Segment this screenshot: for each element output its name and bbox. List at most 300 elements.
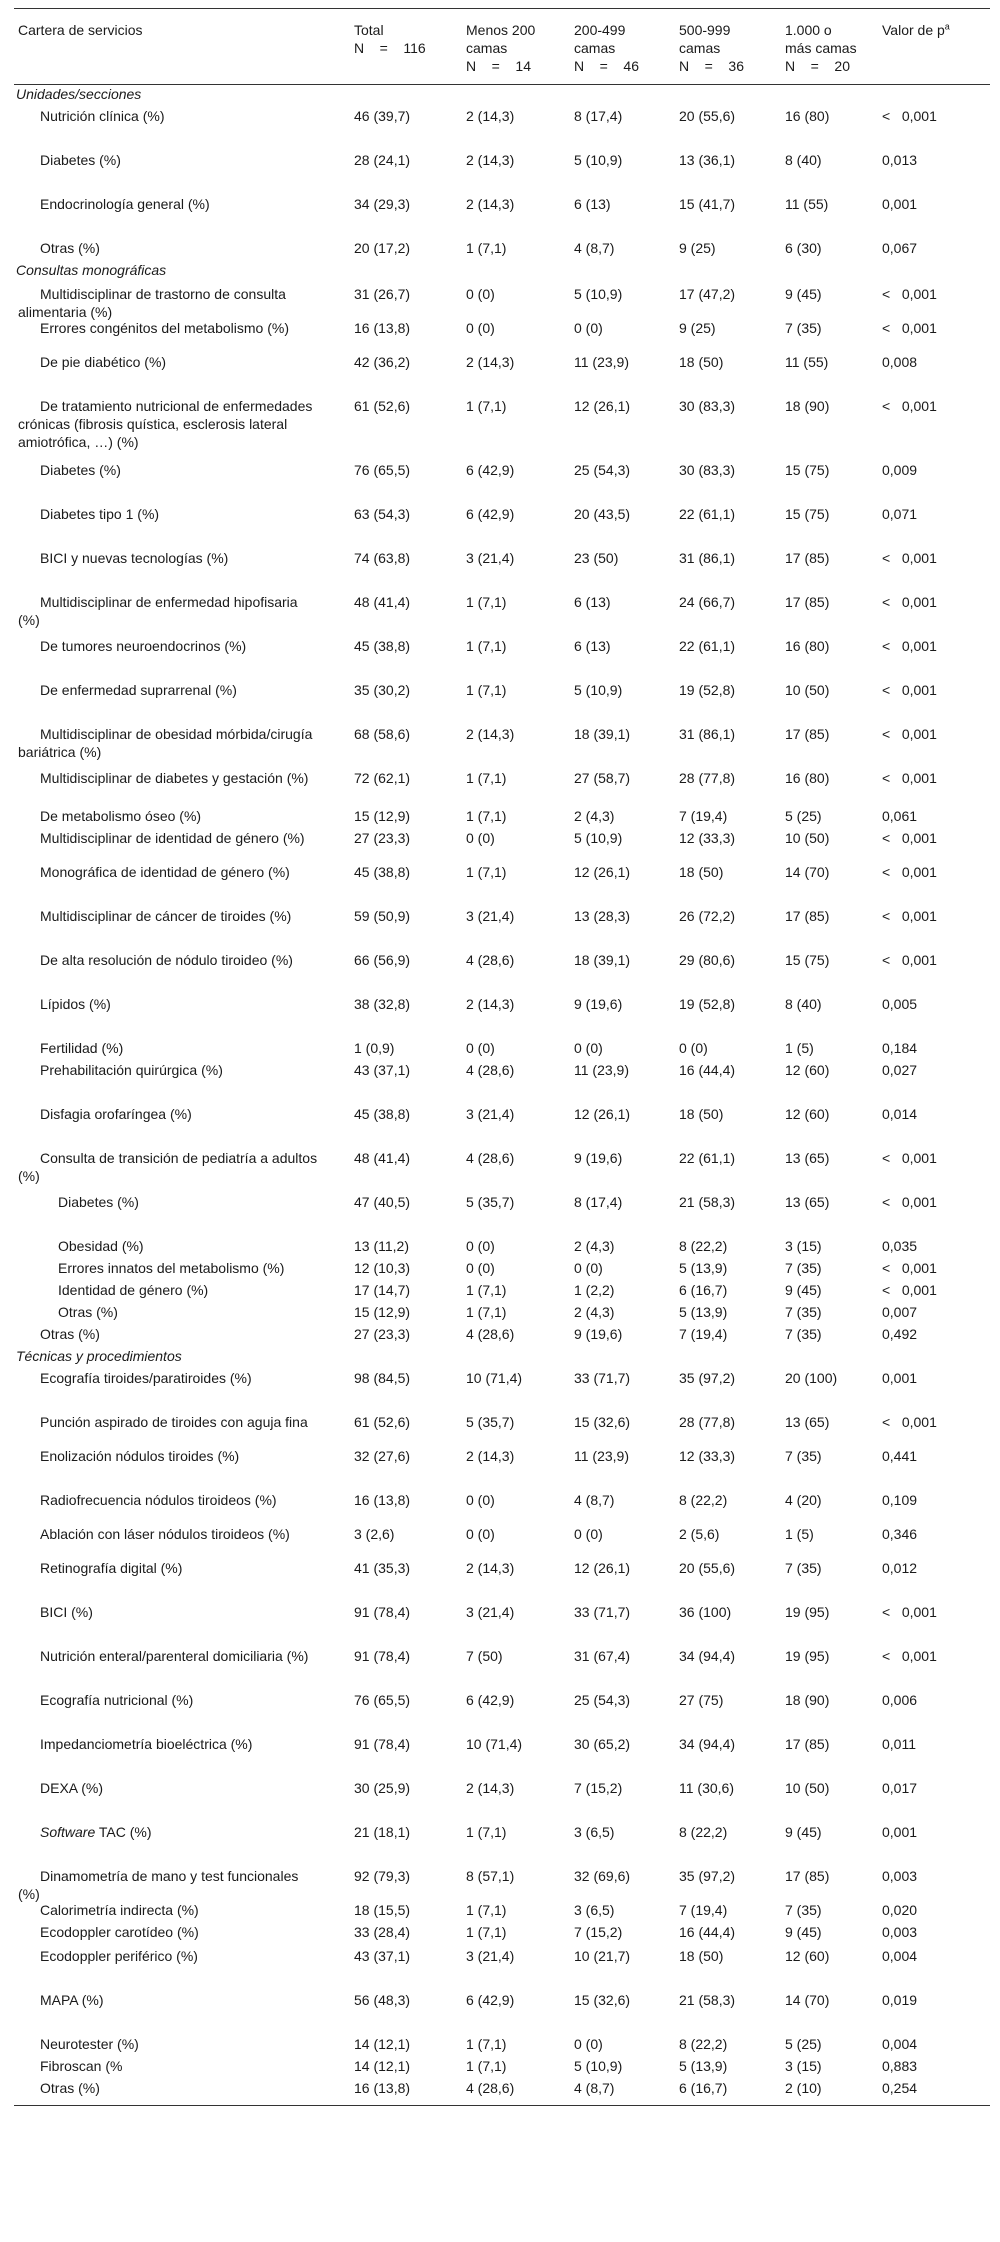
- p-value-cell: 0,492: [882, 1326, 918, 1342]
- 500-999-cell: 12 (33,3): [679, 1448, 736, 1464]
- 1000plus-cell: 9 (45): [785, 1924, 822, 1940]
- total-cell: 43 (37,1): [354, 1062, 411, 1078]
- 500-999-cell: 19 (52,8): [679, 996, 736, 1012]
- p-value-cell: 0,001: [882, 1370, 918, 1386]
- service-label: [18, 1823, 318, 1841]
- lt200-cell: 0 (0): [466, 1238, 495, 1254]
- service-label: De pie diabético (%): [40, 354, 167, 370]
- 200-499-cell: 5 (10,9): [574, 286, 623, 302]
- table-row: [14, 907, 990, 951]
- 1000plus-cell: 12 (60): [785, 1948, 830, 1964]
- 500-999-cell: 7 (19,4): [679, 808, 728, 824]
- service-label: Ecodoppler carotídeo (%): [40, 1924, 199, 1940]
- 200-499-cell: 23 (50): [574, 550, 619, 566]
- lt200-cell: 2 (14,3): [466, 726, 515, 742]
- 1000plus-cell: 13 (65): [785, 1194, 830, 1210]
- 500-999-cell: 9 (25): [679, 240, 716, 256]
- table-row: [14, 1491, 990, 1525]
- total-cell: 76 (65,5): [354, 462, 411, 478]
- service-label: Diabetes (%): [40, 152, 121, 168]
- 1000plus-cell: 14 (70): [785, 864, 830, 880]
- 200-499-cell: 4 (8,7): [574, 240, 615, 256]
- p-value-cell: < 0,001: [882, 550, 937, 566]
- services-table: [14, 8, 990, 2106]
- service-label: Diabetes (%): [40, 462, 121, 478]
- 1000plus-cell: 16 (80): [785, 770, 830, 786]
- total-cell: 56 (48,3): [354, 1992, 411, 2008]
- table-row: [14, 505, 990, 549]
- service-label: Consulta de transición de pediatría a adultos (%): [18, 1150, 318, 1184]
- 1000plus-cell: 15 (75): [785, 462, 830, 478]
- 500-999-cell: 17 (47,2): [679, 286, 736, 302]
- service-label: Fertilidad (%): [40, 1040, 124, 1056]
- 1000plus-cell: 7 (35): [785, 1304, 822, 1320]
- 200-499-cell: 12 (26,1): [574, 1106, 631, 1122]
- 1000plus-cell: 10 (50): [785, 1780, 830, 1796]
- 200-499-cell: 20 (43,5): [574, 506, 631, 522]
- 200-499-cell: 15 (32,6): [574, 1992, 631, 2008]
- 200-499-cell: 3 (6,5): [574, 1902, 615, 1918]
- 200-499-cell: 18 (39,1): [574, 952, 631, 968]
- lt200-cell: 2 (14,3): [466, 1780, 515, 1796]
- service-label: Multidisciplinar de trastorno de consulta alimentaria (%): [18, 286, 286, 320]
- p-value-cell: 0,020: [882, 1902, 918, 1918]
- 1000plus-cell: 7 (35): [785, 1902, 822, 1918]
- lt200-cell: 6 (42,9): [466, 1992, 515, 2008]
- lt200-cell: 1 (7,1): [466, 594, 507, 610]
- lt200-cell: 0 (0): [466, 1492, 495, 1508]
- 500-999-cell: 9 (25): [679, 320, 716, 336]
- total-cell: 91 (78,4): [354, 1736, 411, 1752]
- total-cell: 45 (38,8): [354, 864, 411, 880]
- 200-499-cell: 7 (15,2): [574, 1924, 623, 1940]
- p-value-cell: < 0,001: [882, 1604, 937, 1620]
- service-label: Multidisciplinar de diabetes y gestación (%): [40, 770, 309, 786]
- 500-999-cell: 2 (5,6): [679, 1526, 720, 1542]
- section-label: Técnicas y procedimientos: [16, 1348, 182, 1364]
- total-cell: 35 (30,2): [354, 682, 411, 698]
- lt200-cell: 2 (14,3): [466, 152, 515, 168]
- 1000plus-cell: 5 (25): [785, 808, 822, 824]
- table-row: [14, 1947, 990, 1991]
- lt200-cell: 1 (7,1): [466, 808, 507, 824]
- 500-999-cell: 7 (19,4): [679, 1326, 728, 1342]
- 200-499-cell: 10 (21,7): [574, 1948, 631, 1964]
- section-row: [14, 1347, 990, 1369]
- 500-999-cell: 5 (13,9): [679, 2058, 728, 2074]
- p-value-cell: < 0,001: [882, 1150, 937, 1166]
- total-cell: 14 (12,1): [354, 2036, 411, 2052]
- total-cell: 33 (28,4): [354, 1924, 411, 1940]
- table-row: [14, 319, 990, 353]
- service-label: Ecodoppler periférico (%): [40, 1948, 198, 1964]
- table-row: [14, 1303, 990, 1325]
- service-label: Impedanciometría bioeléctrica (%): [40, 1736, 253, 1752]
- 500-999-cell: 21 (58,3): [679, 1194, 736, 1210]
- 200-499-cell: 0 (0): [574, 320, 603, 336]
- lt200-cell: 0 (0): [466, 830, 495, 846]
- service-label: Radiofrecuencia nódulos tiroideos (%): [40, 1492, 277, 1508]
- 1000plus-cell: 11 (55): [785, 354, 829, 370]
- p-value-cell: 0,008: [882, 354, 918, 370]
- 200-499-cell: 7 (15,2): [574, 1780, 623, 1796]
- 200-499-cell: 8 (17,4): [574, 108, 623, 124]
- lt200-cell: 6 (42,9): [466, 1692, 515, 1708]
- 1000plus-cell: 16 (80): [785, 638, 830, 654]
- total-cell: 13 (11,2): [354, 1238, 409, 1254]
- table-row: [14, 1105, 990, 1149]
- lt200-cell: 2 (14,3): [466, 1560, 515, 1576]
- 1000plus-cell: 11 (55): [785, 196, 829, 212]
- service-label: Endocrinología general (%): [40, 196, 210, 212]
- 200-499-cell: 4 (8,7): [574, 2080, 615, 2096]
- 1000plus-cell: 9 (45): [785, 286, 822, 302]
- 1000plus-cell: 1 (5): [785, 1040, 814, 1056]
- header-pvalue-label: Valor de p: [882, 22, 945, 38]
- table-row: [14, 353, 990, 397]
- 500-999-cell: 35 (97,2): [679, 1370, 736, 1386]
- service-label: Ecografía tiroides/paratiroides (%): [40, 1370, 252, 1386]
- 1000plus-cell: 1 (5): [785, 1526, 814, 1542]
- table-row: [14, 397, 990, 461]
- table-row: [14, 829, 990, 863]
- lt200-cell: 3 (21,4): [466, 1948, 515, 1964]
- lt200-cell: 1 (7,1): [466, 1282, 507, 1298]
- p-value-cell: 0,061: [882, 808, 918, 824]
- service-label: Otras (%): [40, 1326, 100, 1342]
- 200-499-cell: 9 (19,6): [574, 1326, 623, 1342]
- 500-999-cell: 18 (50): [679, 1948, 724, 1964]
- 1000plus-cell: 3 (15): [785, 2058, 822, 2074]
- 200-499-cell: 12 (26,1): [574, 398, 631, 414]
- p-value-cell: 0,067: [882, 240, 918, 256]
- table-row: [14, 1149, 990, 1193]
- 1000plus-cell: 17 (85): [785, 1868, 830, 1884]
- 1000plus-cell: 17 (85): [785, 726, 830, 742]
- p-value-cell: 0,019: [882, 1992, 918, 2008]
- total-cell: 32 (27,6): [354, 1448, 411, 1464]
- 200-499-cell: 5 (10,9): [574, 682, 623, 698]
- p-value-cell: < 0,001: [882, 1414, 937, 1430]
- 500-999-cell: 8 (22,2): [679, 2036, 728, 2052]
- 1000plus-cell: 8 (40): [785, 152, 822, 168]
- 500-999-cell: 28 (77,8): [679, 770, 736, 786]
- 200-499-cell: 30 (65,2): [574, 1736, 631, 1752]
- service-label: Diabetes (%): [58, 1194, 139, 1210]
- p-value-cell: < 0,001: [882, 594, 937, 610]
- total-cell: 16 (13,8): [354, 2080, 411, 2096]
- p-value-cell: 0,004: [882, 2036, 918, 2052]
- p-value-cell: 0,001: [882, 196, 918, 212]
- table-row: [14, 1193, 990, 1237]
- 500-999-cell: 7 (19,4): [679, 1902, 728, 1918]
- 500-999-cell: 16 (44,4): [679, 1062, 736, 1078]
- total-cell: 59 (50,9): [354, 908, 411, 924]
- 200-499-cell: 5 (10,9): [574, 830, 623, 846]
- 1000plus-cell: 17 (85): [785, 1736, 830, 1752]
- total-cell: 98 (84,5): [354, 1370, 411, 1386]
- service-label: Diabetes tipo 1 (%): [40, 506, 160, 522]
- lt200-cell: 2 (14,3): [466, 108, 515, 124]
- 1000plus-cell: 7 (35): [785, 1260, 822, 1276]
- 200-499-cell: 9 (19,6): [574, 996, 623, 1012]
- p-value-cell: 0,003: [882, 1868, 918, 1884]
- lt200-cell: 4 (28,6): [466, 1326, 515, 1342]
- lt200-cell: 1 (7,1): [466, 682, 507, 698]
- p-value-cell: 0,014: [882, 1106, 918, 1122]
- total-cell: 46 (39,7): [354, 108, 411, 124]
- table-row: [14, 549, 990, 593]
- lt200-cell: 5 (35,7): [466, 1194, 515, 1210]
- lt200-cell: 4 (28,6): [466, 1062, 515, 1078]
- service-label: Ablación con láser nódulos tiroideos (%): [40, 1526, 290, 1542]
- lt200-cell: 3 (21,4): [466, 550, 515, 566]
- total-cell: 45 (38,8): [354, 638, 411, 654]
- total-cell: 66 (56,9): [354, 952, 411, 968]
- service-label: Retinografía digital (%): [40, 1560, 183, 1576]
- p-value-cell: < 0,001: [882, 1194, 937, 1210]
- lt200-cell: 1 (7,1): [466, 1824, 507, 1840]
- 200-499-cell: 1 (2,2): [574, 1282, 615, 1298]
- p-value-cell: 0,001: [882, 1824, 918, 1840]
- table-row: [14, 107, 990, 151]
- table-row: [14, 2035, 990, 2057]
- p-value-cell: 0,005: [882, 996, 918, 1012]
- total-cell: 61 (52,6): [354, 398, 411, 414]
- 500-999-cell: 30 (83,3): [679, 462, 736, 478]
- 1000plus-cell: 7 (35): [785, 1448, 822, 1464]
- 200-499-cell: 6 (13): [574, 196, 611, 212]
- 200-499-cell: 0 (0): [574, 2036, 603, 2052]
- total-cell: 15 (12,9): [354, 1304, 411, 1320]
- service-label: Multidisciplinar de identidad de género (%): [40, 830, 305, 846]
- p-value-cell: 0,346: [882, 1526, 918, 1542]
- 200-499-cell: 2 (4,3): [574, 1238, 615, 1254]
- p-value-cell: < 0,001: [882, 1260, 937, 1276]
- p-value-cell: 0,007: [882, 1304, 918, 1320]
- service-label: Otras (%): [40, 240, 100, 256]
- 500-999-cell: 29 (80,6): [679, 952, 736, 968]
- lt200-cell: 7 (50): [466, 1648, 503, 1664]
- p-value-cell: < 0,001: [882, 908, 937, 924]
- service-label-italic: Software: [40, 1824, 96, 1840]
- service-label: Errores congénitos del metabolismo (%): [40, 320, 289, 336]
- p-value-cell: < 0,001: [882, 770, 937, 786]
- total-cell: 72 (62,1): [354, 770, 411, 786]
- service-label: De tratamiento nutricional de enfermedades crónicas (fibrosis quística, esclerosis lateral amiotrófica, …) (%): [18, 398, 313, 450]
- total-cell: 41 (35,3): [354, 1560, 411, 1576]
- 1000plus-cell: 6 (30): [785, 240, 822, 256]
- 500-999-cell: 18 (50): [679, 864, 724, 880]
- 1000plus-cell: 7 (35): [785, 1326, 822, 1342]
- p-value-cell: < 0,001: [882, 286, 937, 302]
- service-label: Punción aspirado de tiroides con aguja fina: [40, 1414, 308, 1430]
- p-value-cell: < 0,001: [882, 320, 937, 336]
- lt200-cell: 3 (21,4): [466, 908, 515, 924]
- 500-999-cell: 13 (36,1): [679, 152, 736, 168]
- 200-499-cell: 18 (39,1): [574, 726, 631, 742]
- table-row: [14, 951, 990, 995]
- total-cell: 76 (65,5): [354, 1692, 411, 1708]
- 500-999-cell: 26 (72,2): [679, 908, 736, 924]
- header-200-499: 200-499 camas N = 46: [574, 22, 639, 74]
- lt200-cell: 4 (28,6): [466, 2080, 515, 2096]
- 200-499-cell: 5 (10,9): [574, 2058, 623, 2074]
- lt200-cell: 8 (57,1): [466, 1868, 515, 1884]
- lt200-cell: 1 (7,1): [466, 1924, 507, 1940]
- service-label: Nutrición enteral/parenteral domiciliaria (%): [40, 1648, 309, 1664]
- service-label: BICI y nuevas tecnologías (%): [40, 550, 229, 566]
- 1000plus-cell: 18 (90): [785, 1692, 830, 1708]
- lt200-cell: 1 (7,1): [466, 770, 507, 786]
- service-label: Dinamometría de mano y test funcionales (%): [18, 1868, 299, 1902]
- 500-999-cell: 18 (50): [679, 1106, 724, 1122]
- total-cell: 3 (2,6): [354, 1526, 395, 1542]
- total-cell: 68 (58,6): [354, 726, 411, 742]
- lt200-cell: 0 (0): [466, 320, 495, 336]
- 500-999-cell: 6 (16,7): [679, 1282, 728, 1298]
- 500-999-cell: 36 (100): [679, 1604, 732, 1620]
- 500-999-cell: 21 (58,3): [679, 1992, 736, 2008]
- 1000plus-cell: 10 (50): [785, 682, 830, 698]
- p-value-cell: 0,883: [882, 2058, 918, 2074]
- 500-999-cell: 8 (22,2): [679, 1824, 728, 1840]
- 200-499-cell: 4 (8,7): [574, 1492, 615, 1508]
- 1000plus-cell: 9 (45): [785, 1824, 822, 1840]
- total-cell: 48 (41,4): [354, 594, 411, 610]
- service-label: Multidisciplinar de obesidad mórbida/cirugía bariátrica (%): [18, 726, 313, 760]
- table-row: [14, 1325, 990, 1347]
- service-label: MAPA (%): [40, 1992, 104, 2008]
- 500-999-cell: 6 (16,7): [679, 2080, 728, 2096]
- table-row: [14, 1447, 990, 1491]
- 1000plus-cell: 19 (95): [785, 1648, 830, 1664]
- p-value-cell: < 0,001: [882, 830, 937, 846]
- table-row: [14, 725, 990, 769]
- header-total: Total N = 116: [354, 22, 426, 56]
- 1000plus-cell: 2 (10): [785, 2080, 822, 2096]
- total-cell: 16 (13,8): [354, 320, 411, 336]
- total-cell: 21 (18,1): [354, 1824, 411, 1840]
- total-cell: 43 (37,1): [354, 1948, 411, 1964]
- lt200-cell: 10 (71,4): [466, 1736, 523, 1752]
- 1000plus-cell: 17 (85): [785, 908, 830, 924]
- service-label: Disfagia orofaríngea (%): [40, 1106, 192, 1122]
- 1000plus-cell: 16 (80): [785, 108, 830, 124]
- service-label: Errores innatos del metabolismo (%): [58, 1260, 285, 1276]
- 200-499-cell: 15 (32,6): [574, 1414, 631, 1430]
- total-cell: 45 (38,8): [354, 1106, 411, 1122]
- table-row: [14, 1369, 990, 1413]
- table-row: [14, 1901, 990, 1923]
- 200-499-cell: 0 (0): [574, 1040, 603, 1056]
- 1000plus-cell: 20 (100): [785, 1370, 838, 1386]
- total-cell: 34 (29,3): [354, 196, 411, 212]
- service-label: Enolización nódulos tiroides (%): [40, 1448, 240, 1464]
- 1000plus-cell: 19 (95): [785, 1604, 830, 1620]
- 500-999-cell: 24 (66,7): [679, 594, 736, 610]
- table-row: [14, 1559, 990, 1603]
- 200-499-cell: 27 (58,7): [574, 770, 631, 786]
- 1000plus-cell: 5 (25): [785, 2036, 822, 2052]
- service-label: Obesidad (%): [58, 1238, 144, 1254]
- lt200-cell: 6 (42,9): [466, 506, 515, 522]
- lt200-cell: 3 (21,4): [466, 1106, 515, 1122]
- 500-999-cell: 27 (75): [679, 1692, 724, 1708]
- lt200-cell: 2 (14,3): [466, 196, 515, 212]
- lt200-cell: 1 (7,1): [466, 1902, 507, 1918]
- service-label: Lípidos (%): [40, 996, 111, 1012]
- 200-499-cell: 33 (71,7): [574, 1370, 631, 1386]
- 200-499-cell: 11 (23,9): [574, 1062, 629, 1078]
- 1000plus-cell: 9 (45): [785, 1282, 822, 1298]
- table-row: [14, 239, 990, 261]
- p-value-cell: 0,003: [882, 1924, 918, 1940]
- service-label: Fibroscan (%: [40, 2058, 123, 2074]
- total-cell: 30 (25,9): [354, 1780, 411, 1796]
- lt200-cell: 3 (21,4): [466, 1604, 515, 1620]
- p-value-cell: 0,184: [882, 1040, 918, 1056]
- 200-499-cell: 12 (26,1): [574, 1560, 631, 1576]
- 1000plus-cell: 3 (15): [785, 1238, 822, 1254]
- table-row: [14, 195, 990, 239]
- lt200-cell: 1 (7,1): [466, 638, 507, 654]
- service-label: De alta resolución de nódulo tiroideo (%): [40, 952, 293, 968]
- p-value-cell: < 0,001: [882, 952, 937, 968]
- header-500-999: 500-999 camas N = 36: [679, 22, 744, 74]
- table-row: [14, 769, 990, 807]
- total-cell: 20 (17,2): [354, 240, 411, 256]
- 200-499-cell: 3 (6,5): [574, 1824, 615, 1840]
- table-row: [14, 1823, 990, 1867]
- 1000plus-cell: 15 (75): [785, 952, 830, 968]
- table-row: [14, 995, 990, 1039]
- 500-999-cell: 15 (41,7): [679, 196, 736, 212]
- lt200-cell: 2 (14,3): [466, 996, 515, 1012]
- 1000plus-cell: 13 (65): [785, 1150, 830, 1166]
- p-value-cell: < 0,001: [882, 1648, 937, 1664]
- table-row: [14, 1061, 990, 1105]
- total-cell: 14 (12,1): [354, 2058, 411, 2074]
- 500-999-cell: 30 (83,3): [679, 398, 736, 414]
- lt200-cell: 1 (7,1): [466, 864, 507, 880]
- service-label: Ecografía nutricional (%): [40, 1692, 194, 1708]
- p-value-cell: 0,254: [882, 2080, 918, 2096]
- lt200-cell: 6 (42,9): [466, 462, 515, 478]
- 500-999-cell: 16 (44,4): [679, 1924, 736, 1940]
- 500-999-cell: 35 (97,2): [679, 1868, 736, 1884]
- total-cell: 16 (13,8): [354, 1492, 411, 1508]
- section-row: [14, 261, 990, 285]
- table-row: [14, 1413, 990, 1447]
- 1000plus-cell: 18 (90): [785, 398, 830, 414]
- lt200-cell: 0 (0): [466, 1526, 495, 1542]
- 500-999-cell: 18 (50): [679, 354, 724, 370]
- service-label: Multidisciplinar de cáncer de tiroides (%): [40, 908, 292, 924]
- service-label: Otras (%): [40, 2080, 100, 2096]
- p-value-cell: 0,441: [882, 1448, 918, 1464]
- 500-999-cell: 8 (22,2): [679, 1238, 728, 1254]
- table-row: [14, 151, 990, 195]
- table-row: [14, 2079, 990, 2106]
- table-row: [14, 1867, 990, 1901]
- 200-499-cell: 11 (23,9): [574, 354, 629, 370]
- 500-999-cell: 34 (94,4): [679, 1736, 736, 1752]
- total-cell: 63 (54,3): [354, 506, 411, 522]
- 500-999-cell: 22 (61,1): [679, 506, 736, 522]
- table-row: [14, 593, 990, 637]
- 200-499-cell: 32 (69,6): [574, 1868, 631, 1884]
